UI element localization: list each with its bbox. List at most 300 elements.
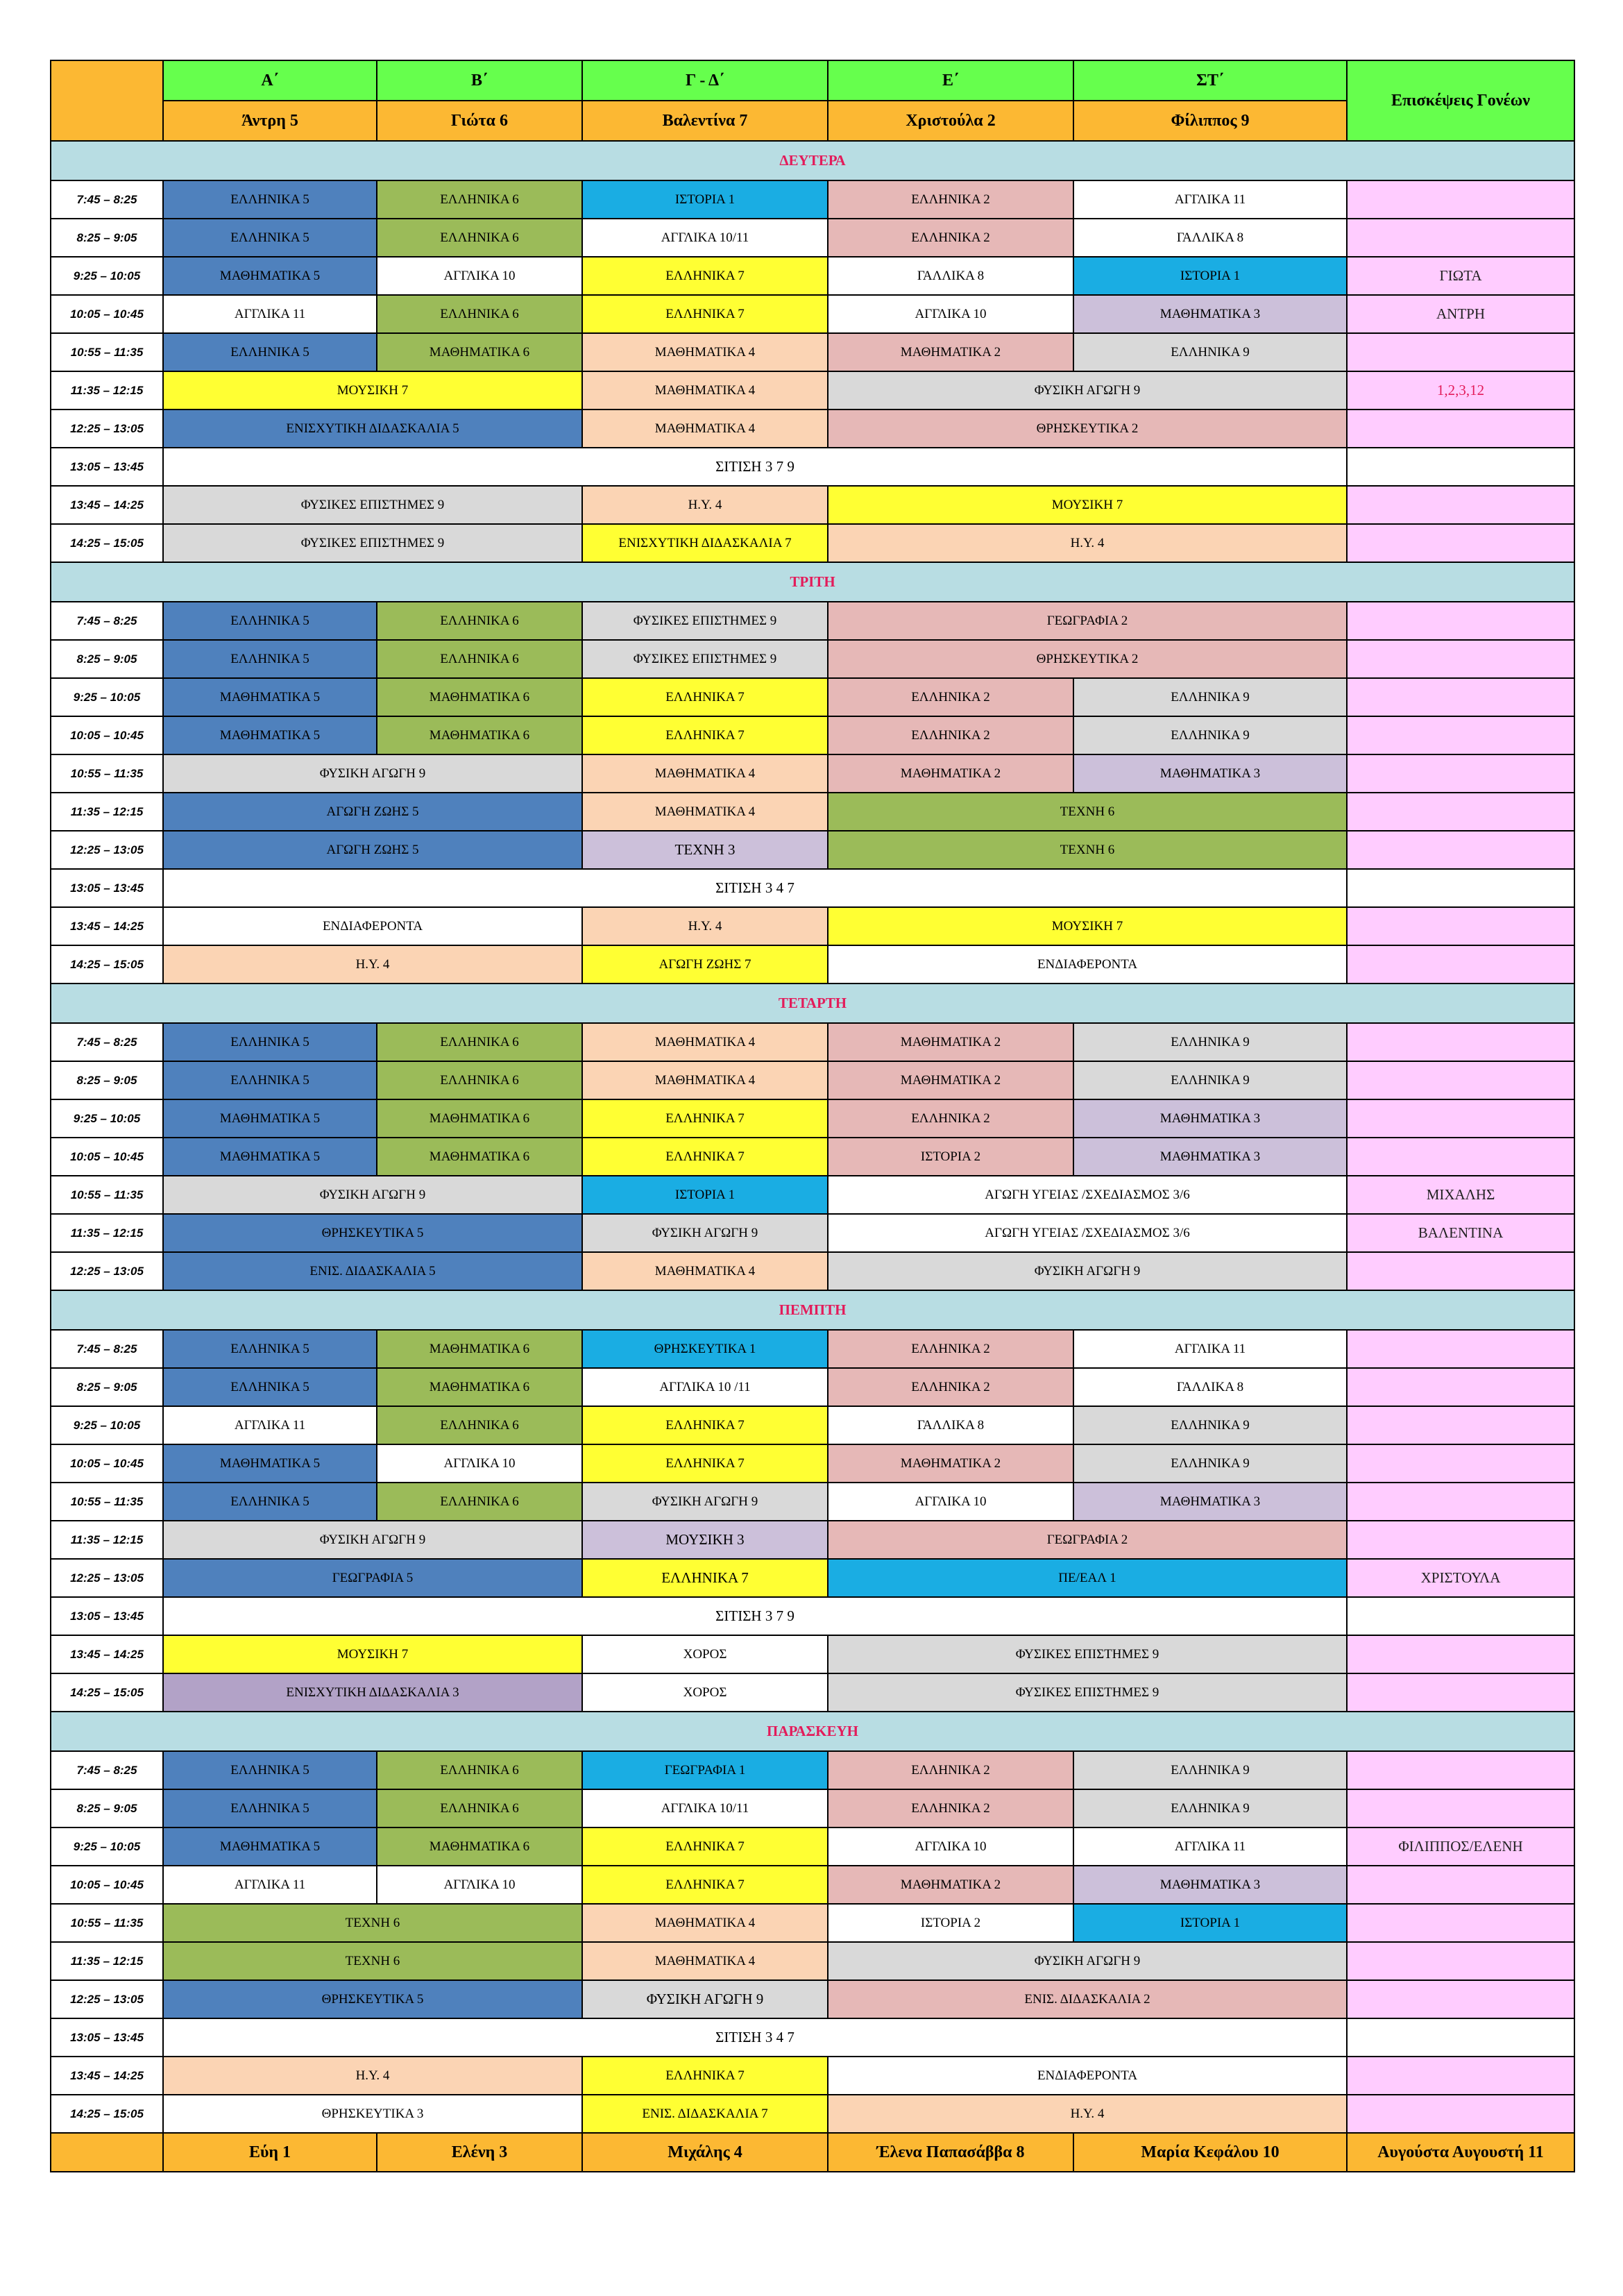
- lesson-cell: ΑΓΓΛΙΚΑ 11: [163, 1406, 377, 1444]
- time-cell: 7:45 – 8:25: [51, 1023, 163, 1061]
- lesson-row: [51, 945, 1574, 984]
- parent-visit-cell: [1347, 945, 1574, 984]
- lesson-cell: ΘΡΗΣΚΕΥΤΙΚΑ 3: [163, 2095, 582, 2133]
- time-cell: 8:25 – 9:05: [51, 1061, 163, 1099]
- lesson-row: [51, 295, 1574, 333]
- lesson-cell: ΜΟΥΣΙΚΗ 7: [163, 1635, 582, 1673]
- lesson-cell: ΕΛΛΗΝΙΚΑ 5: [163, 602, 377, 640]
- lesson-cell: ΤΕΧΝΗ 6: [828, 793, 1347, 831]
- class-header-row: [51, 60, 1574, 101]
- parent-visit-cell: [1347, 1673, 1574, 1712]
- parent-visit-cell: [1347, 1942, 1574, 1980]
- time-cell: 13:45 – 14:25: [51, 2057, 163, 2095]
- parent-visit-cell: [1347, 1406, 1574, 1444]
- time-cell: 10:05 – 10:45: [51, 716, 163, 754]
- lesson-cell: Η.Υ. 4: [163, 2057, 582, 2095]
- lesson-cell: ΙΣΤΟΡΙΑ 1: [582, 180, 828, 219]
- lesson-row: [51, 1635, 1574, 1673]
- time-cell: 7:45 – 8:25: [51, 1751, 163, 1789]
- lesson-cell: ΦΥΣΙΚΕΣ ΕΠΙΣΤΗΜΕΣ 9: [828, 1673, 1347, 1712]
- lesson-cell: ΕΛΛΗΝΙΚΑ 5: [163, 333, 377, 371]
- lesson-cell: ΕΛΛΗΝΙΚΑ 7: [582, 1099, 828, 1138]
- lesson-cell: ΑΓΓΛΙΚΑ 11: [1073, 1827, 1347, 1866]
- parent-visit-cell: [1347, 869, 1574, 907]
- time-cell: 10:55 – 11:35: [51, 1483, 163, 1521]
- lesson-cell: ΜΑΘΗΜΑΤΙΚΑ 6: [377, 333, 582, 371]
- lesson-row: [51, 1521, 1574, 1559]
- lesson-cell: ΜΟΥΣΙΚΗ 7: [163, 371, 582, 410]
- time-cell: 11:35 – 12:15: [51, 1521, 163, 1559]
- lesson-cell: ΙΣΤΟΡΙΑ 2: [828, 1904, 1073, 1942]
- parent-visit-cell: [1347, 410, 1574, 448]
- lesson-cell: ΑΓΓΛΙΚΑ 11: [1073, 1330, 1347, 1368]
- day-label: ΠΕΜΠΤΗ: [51, 1290, 1574, 1330]
- lesson-cell: Η.Υ. 4: [582, 486, 828, 524]
- time-cell: 13:45 – 14:25: [51, 486, 163, 524]
- lesson-cell: ΜΑΘΗΜΑΤΙΚΑ 3: [1073, 1866, 1347, 1904]
- timetable-body: [51, 60, 1574, 2172]
- lesson-cell: ΕΛΛΗΝΙΚΑ 7: [582, 295, 828, 333]
- lesson-cell: ΕΛΛΗΝΙΚΑ 6: [377, 602, 582, 640]
- lesson-cell: ΕΛΛΗΝΙΚΑ 9: [1073, 678, 1347, 716]
- lesson-cell: ΑΓΓΛΙΚΑ 11: [163, 1866, 377, 1904]
- lesson-row: [51, 448, 1574, 486]
- lesson-cell: ΕΛΛΗΝΙΚΑ 6: [377, 180, 582, 219]
- time-cell: 10:05 – 10:45: [51, 1866, 163, 1904]
- time-cell: 10:05 – 10:45: [51, 1138, 163, 1176]
- lesson-cell: ΜΑΘΗΜΑΤΙΚΑ 6: [377, 1099, 582, 1138]
- time-cell: 11:35 – 12:15: [51, 1214, 163, 1252]
- lesson-row: [51, 1827, 1574, 1866]
- parent-visit-cell: [1347, 907, 1574, 945]
- lesson-cell: ΕΛΛΗΝΙΚΑ 9: [1073, 1789, 1347, 1827]
- parent-visit-cell: [1347, 1980, 1574, 2018]
- parent-visit-cell: [1347, 2095, 1574, 2133]
- parent-visit-cell: 1,2,3,12: [1347, 371, 1574, 410]
- time-cell: 8:25 – 9:05: [51, 1789, 163, 1827]
- lesson-cell: ΕΛΛΗΝΙΚΑ 7: [582, 716, 828, 754]
- lesson-cell: ΘΡΗΣΚΕΥΤΙΚΑ 5: [163, 1214, 582, 1252]
- teacher-header: Χριστούλα 2: [828, 101, 1073, 141]
- day-row: [51, 141, 1574, 180]
- parent-visit-cell: ΜΙΧΑΛΗΣ: [1347, 1176, 1574, 1214]
- lesson-cell: ΓΑΛΛΙΚΑ 8: [828, 1406, 1073, 1444]
- lesson-cell: ΠΕ/ΕΑΛ 1: [828, 1559, 1347, 1597]
- lesson-cell: ΜΑΘΗΜΑΤΙΚΑ 5: [163, 1827, 377, 1866]
- parent-visit-cell: [1347, 640, 1574, 678]
- lesson-cell: ΕΛΛΗΝΙΚΑ 6: [377, 1751, 582, 1789]
- lesson-cell: ΓΑΛΛΙΚΑ 8: [1073, 1368, 1347, 1406]
- parent-visit-cell: [1347, 678, 1574, 716]
- lesson-cell: ΧΟΡΟΣ: [582, 1673, 828, 1712]
- time-cell: 11:35 – 12:15: [51, 371, 163, 410]
- lesson-cell: ΕΛΛΗΝΙΚΑ 2: [828, 678, 1073, 716]
- parent-visit-cell: [1347, 524, 1574, 562]
- lesson-cell: ΜΑΘΗΜΑΤΙΚΑ 4: [582, 410, 828, 448]
- lesson-cell: ΕΛΛΗΝΙΚΑ 5: [163, 640, 377, 678]
- lesson-cell: ΙΣΤΟΡΙΑ 2: [828, 1138, 1073, 1176]
- day-label: ΔΕΥΤΕΡΑ: [51, 141, 1574, 180]
- lesson-cell: ΜΑΘΗΜΑΤΙΚΑ 4: [582, 1942, 828, 1980]
- time-cell: 10:55 – 11:35: [51, 1176, 163, 1214]
- parent-visit-cell: [1347, 1521, 1574, 1559]
- lesson-row: [51, 1406, 1574, 1444]
- parent-visit-cell: ΧΡΙΣΤΟΥΛΑ: [1347, 1559, 1574, 1597]
- lesson-cell: ΜΑΘΗΜΑΤΙΚΑ 4: [582, 793, 828, 831]
- lesson-cell: ΑΓΓΛΙΚΑ 10: [377, 257, 582, 295]
- time-cell: 7:45 – 8:25: [51, 602, 163, 640]
- lesson-cell: ΜΑΘΗΜΑΤΙΚΑ 4: [582, 1252, 828, 1290]
- lesson-row: [51, 2095, 1574, 2133]
- lesson-cell: ΜΑΘΗΜΑΤΙΚΑ 5: [163, 1138, 377, 1176]
- lesson-row: [51, 333, 1574, 371]
- lesson-row: [51, 1904, 1574, 1942]
- parent-visit-cell: [1347, 1252, 1574, 1290]
- parent-visit-cell: [1347, 2057, 1574, 2095]
- lesson-cell: ΕΝΙΣ. ΔΙΔΑΣΚΑΛΙΑ 7: [582, 2095, 828, 2133]
- parent-visit-cell: [1347, 1368, 1574, 1406]
- lesson-cell: ΑΓΩΓΗ ΖΩΗΣ 5: [163, 793, 582, 831]
- parent-visit-cell: [1347, 793, 1574, 831]
- lesson-cell: ΦΥΣΙΚΗ ΑΓΩΓΗ 9: [582, 1483, 828, 1521]
- lesson-cell: ΜΑΘΗΜΑΤΙΚΑ 2: [828, 1061, 1073, 1099]
- lesson-row: [51, 1214, 1574, 1252]
- parent-visit-cell: [1347, 486, 1574, 524]
- lesson-cell: ΑΓΓΛΙΚΑ 11: [1073, 180, 1347, 219]
- lesson-row: [51, 1023, 1574, 1061]
- time-cell: 14:25 – 15:05: [51, 1673, 163, 1712]
- lesson-cell: Η.Υ. 4: [828, 524, 1347, 562]
- parent-visit-cell: [1347, 1023, 1574, 1061]
- lesson-row: [51, 793, 1574, 831]
- lesson-cell: ΕΛΛΗΝΙΚΑ 5: [163, 1330, 377, 1368]
- lesson-cell: ΕΛΛΗΝΙΚΑ 7: [582, 678, 828, 716]
- lesson-cell: ΑΓΩΓΗ ΥΓΕΙΑΣ /ΣΧΕΔΙΑΣΜΟΣ 3/6: [828, 1176, 1347, 1214]
- lesson-cell: ΦΥΣΙΚΕΣ ΕΠΙΣΤΗΜΕΣ 9: [582, 640, 828, 678]
- lesson-row: [51, 1061, 1574, 1099]
- lesson-row: [51, 1789, 1574, 1827]
- lesson-cell: ΓΕΩΓΡΑΦΙΑ 2: [828, 1521, 1347, 1559]
- lesson-cell: ΜΑΘΗΜΑΤΙΚΑ 6: [377, 1368, 582, 1406]
- time-cell: 8:25 – 9:05: [51, 1368, 163, 1406]
- parent-visit-cell: [1347, 1330, 1574, 1368]
- lesson-cell: ΕΝΙΣ. ΔΙΔΑΣΚΑΛΙΑ 2: [828, 1980, 1347, 2018]
- footer-teacher: Μιχάλης 4: [582, 2133, 828, 2172]
- parent-visit-cell: [1347, 1061, 1574, 1099]
- lesson-row: [51, 1980, 1574, 2018]
- lesson-cell: ΕΛΛΗΝΙΚΑ 9: [1073, 1061, 1347, 1099]
- lesson-cell: ΕΝΙΣ. ΔΙΔΑΣΚΑΛΙΑ 5: [163, 1252, 582, 1290]
- lesson-cell: ΦΥΣΙΚΗ ΑΓΩΓΗ 9: [828, 1252, 1347, 1290]
- footer-teacher: Μαρία Κεφάλου 10: [1073, 2133, 1347, 2172]
- class-header: Ε΄: [828, 60, 1073, 101]
- teacher-header: Φίλιππος 9: [1073, 101, 1347, 141]
- class-header: Α΄: [163, 60, 377, 101]
- lesson-row: [51, 1597, 1574, 1635]
- lesson-cell: ΦΥΣΙΚΗ ΑΓΩΓΗ 9: [828, 371, 1347, 410]
- lesson-cell: ΕΝΙΣΧΥΤΙΚΗ ΔΙΔΑΣΚΑΛΙΑ 7: [582, 524, 828, 562]
- time-cell: 12:25 – 13:05: [51, 1252, 163, 1290]
- class-header: ΣΤ΄: [1073, 60, 1347, 101]
- lesson-cell: ΙΣΤΟΡΙΑ 1: [1073, 257, 1347, 295]
- lesson-cell: ΣΙΤΙΣΗ 3 4 7: [163, 2018, 1347, 2057]
- teacher-header: Άντρη 5: [163, 101, 377, 141]
- parent-visit-cell: ΒΑΛΕΝΤΙΝΑ: [1347, 1214, 1574, 1252]
- lesson-cell: ΜΑΘΗΜΑΤΙΚΑ 3: [1073, 1099, 1347, 1138]
- time-cell: 9:25 – 10:05: [51, 1827, 163, 1866]
- lesson-cell: ΜΑΘΗΜΑΤΙΚΑ 6: [377, 1827, 582, 1866]
- lesson-row: [51, 1330, 1574, 1368]
- lesson-cell: ΜΑΘΗΜΑΤΙΚΑ 4: [582, 1904, 828, 1942]
- lesson-cell: ΣΙΤΙΣΗ 3 7 9: [163, 1597, 1347, 1635]
- lesson-cell: ΦΥΣΙΚΗ ΑΓΩΓΗ 9: [163, 754, 582, 793]
- lesson-row: [51, 1444, 1574, 1483]
- time-cell: 12:25 – 13:05: [51, 1980, 163, 2018]
- lesson-cell: ΕΝΔΙΑΦΕΡΟΝΤΑ: [163, 907, 582, 945]
- lesson-cell: ΕΛΛΗΝΙΚΑ 5: [163, 1483, 377, 1521]
- parent-visit-cell: [1347, 1099, 1574, 1138]
- lesson-cell: ΕΝΙΣΧΥΤΙΚΗ ΔΙΔΑΣΚΑΛΙΑ 3: [163, 1673, 582, 1712]
- parent-visit-cell: [1347, 1904, 1574, 1942]
- parent-visit-cell: [1347, 448, 1574, 486]
- lesson-row: [51, 907, 1574, 945]
- lesson-cell: ΕΛΛΗΝΙΚΑ 5: [163, 1061, 377, 1099]
- lesson-cell: ΑΓΓΛΙΚΑ 10: [828, 1827, 1073, 1866]
- parent-visit-cell: [1347, 1138, 1574, 1176]
- parent-visit-cell: [1347, 1751, 1574, 1789]
- parent-visit-cell: [1347, 180, 1574, 219]
- parent-visit-cell: [1347, 2018, 1574, 2057]
- class-header: Γ - Δ΄: [582, 60, 828, 101]
- lesson-cell: ΜΑΘΗΜΑΤΙΚΑ 5: [163, 678, 377, 716]
- lesson-cell: ΕΛΛΗΝΙΚΑ 6: [377, 1406, 582, 1444]
- time-cell: 7:45 – 8:25: [51, 1330, 163, 1368]
- lesson-row: [51, 1138, 1574, 1176]
- time-cell: 8:25 – 9:05: [51, 640, 163, 678]
- lesson-cell: ΦΥΣΙΚΗ ΑΓΩΓΗ 9: [163, 1521, 582, 1559]
- teacher-header: Γιώτα 6: [377, 101, 582, 141]
- lesson-cell: ΜΑΘΗΜΑΤΙΚΑ 4: [582, 1023, 828, 1061]
- time-cell: 9:25 – 10:05: [51, 1099, 163, 1138]
- lesson-cell: ΕΛΛΗΝΙΚΑ 7: [582, 1444, 828, 1483]
- parent-visit-cell: [1347, 333, 1574, 371]
- parent-visit-cell: [1347, 1789, 1574, 1827]
- lesson-cell: ΕΛΛΗΝΙΚΑ 6: [377, 640, 582, 678]
- lesson-cell: ΜΑΘΗΜΑΤΙΚΑ 4: [582, 333, 828, 371]
- parent-visit-cell: [1347, 831, 1574, 869]
- time-cell: 13:05 – 13:45: [51, 1597, 163, 1635]
- time-cell: 14:25 – 15:05: [51, 2095, 163, 2133]
- lesson-cell: ΜΑΘΗΜΑΤΙΚΑ 4: [582, 371, 828, 410]
- day-row: [51, 1290, 1574, 1330]
- lesson-cell: ΜΑΘΗΜΑΤΙΚΑ 5: [163, 716, 377, 754]
- lesson-cell: ΤΕΧΝΗ 6: [163, 1904, 582, 1942]
- footer-teacher: Εύη 1: [163, 2133, 377, 2172]
- lesson-cell: ΤΕΧΝΗ 6: [163, 1942, 582, 1980]
- footer-teacher: Ελένη 3: [377, 2133, 582, 2172]
- lesson-cell: ΕΛΛΗΝΙΚΑ 2: [828, 1751, 1073, 1789]
- time-cell: 11:35 – 12:15: [51, 1942, 163, 1980]
- lesson-cell: ΜΑΘΗΜΑΤΙΚΑ 2: [828, 1444, 1073, 1483]
- lesson-cell: ΕΛΛΗΝΙΚΑ 9: [1073, 1751, 1347, 1789]
- lesson-row: [51, 524, 1574, 562]
- lesson-cell: ΙΣΤΟΡΙΑ 1: [1073, 1904, 1347, 1942]
- lesson-row: [51, 1252, 1574, 1290]
- lesson-cell: ΕΛΛΗΝΙΚΑ 5: [163, 1023, 377, 1061]
- lesson-cell: ΕΛΛΗΝΙΚΑ 2: [828, 716, 1073, 754]
- lesson-cell: Η.Υ. 4: [828, 2095, 1347, 2133]
- corner-cell: [51, 60, 163, 141]
- lesson-row: [51, 1176, 1574, 1214]
- lesson-cell: ΜΑΘΗΜΑΤΙΚΑ 4: [582, 754, 828, 793]
- lesson-cell: ΜΑΘΗΜΑΤΙΚΑ 5: [163, 257, 377, 295]
- lesson-cell: ΕΛΛΗΝΙΚΑ 6: [377, 295, 582, 333]
- lesson-cell: ΑΓΩΓΗ ΖΩΗΣ 5: [163, 831, 582, 869]
- footer-corner-cell: [51, 2133, 163, 2172]
- time-cell: 13:05 – 13:45: [51, 869, 163, 907]
- lesson-cell: ΕΛΛΗΝΙΚΑ 6: [377, 1061, 582, 1099]
- parent-visit-cell: [1347, 1635, 1574, 1673]
- day-row: [51, 562, 1574, 602]
- footer-teacher: Αυγούστα Αυγουστή 11: [1347, 2133, 1574, 2172]
- time-cell: 12:25 – 13:05: [51, 410, 163, 448]
- lesson-cell: ΑΓΓΛΙΚΑ 10/11: [582, 219, 828, 257]
- lesson-cell: ΜΑΘΗΜΑΤΙΚΑ 2: [828, 754, 1073, 793]
- lesson-row: [51, 257, 1574, 295]
- day-row: [51, 984, 1574, 1023]
- lesson-cell: ΑΓΓΛΙΚΑ 10: [377, 1866, 582, 1904]
- lesson-row: [51, 1673, 1574, 1712]
- lesson-cell: ΜΑΘΗΜΑΤΙΚΑ 5: [163, 1444, 377, 1483]
- lesson-cell: ΜΑΘΗΜΑΤΙΚΑ 2: [828, 1866, 1073, 1904]
- lesson-cell: ΓΕΩΓΡΑΦΙΑ 2: [828, 602, 1347, 640]
- teacher-header: Βαλεντίνα 7: [582, 101, 828, 141]
- parent-visit-cell: [1347, 1483, 1574, 1521]
- lesson-cell: ΦΥΣΙΚΕΣ ΕΠΙΣΤΗΜΕΣ 9: [828, 1635, 1347, 1673]
- lesson-cell: ΑΓΓΛΙΚΑ 10/11: [582, 1789, 828, 1827]
- lesson-cell: ΣΙΤΙΣΗ 3 7 9: [163, 448, 1347, 486]
- parent-visit-cell: ΑΝΤΡΗ: [1347, 295, 1574, 333]
- time-cell: 10:05 – 10:45: [51, 1444, 163, 1483]
- day-row: [51, 1712, 1574, 1751]
- lesson-cell: ΕΛΛΗΝΙΚΑ 9: [1073, 333, 1347, 371]
- time-cell: 8:25 – 9:05: [51, 219, 163, 257]
- lesson-row: [51, 180, 1574, 219]
- parent-visit-cell: ΦΙΛΙΠΠΟΣ/ΕΛΕΝΗ: [1347, 1827, 1574, 1866]
- day-label: ΤΡΙΤΗ: [51, 562, 1574, 602]
- lesson-cell: ΜΑΘΗΜΑΤΙΚΑ 6: [377, 678, 582, 716]
- lesson-cell: ΕΛΛΗΝΙΚΑ 5: [163, 219, 377, 257]
- lesson-cell: ΜΟΥΣΙΚΗ 3: [582, 1521, 828, 1559]
- time-cell: 14:25 – 15:05: [51, 945, 163, 984]
- time-cell: 12:25 – 13:05: [51, 831, 163, 869]
- lesson-row: [51, 1866, 1574, 1904]
- lesson-cell: ΧΟΡΟΣ: [582, 1635, 828, 1673]
- lesson-cell: ΘΡΗΣΚΕΥΤΙΚΑ 2: [828, 410, 1347, 448]
- lesson-cell: ΜΑΘΗΜΑΤΙΚΑ 4: [582, 1061, 828, 1099]
- lesson-cell: ΕΛΛΗΝΙΚΑ 2: [828, 219, 1073, 257]
- time-cell: 9:25 – 10:05: [51, 1406, 163, 1444]
- lesson-cell: ΜΑΘΗΜΑΤΙΚΑ 6: [377, 716, 582, 754]
- time-cell: 9:25 – 10:05: [51, 257, 163, 295]
- lesson-row: [51, 1751, 1574, 1789]
- lesson-cell: ΕΛΛΗΝΙΚΑ 7: [582, 2057, 828, 2095]
- lesson-cell: ΕΛΛΗΝΙΚΑ 7: [582, 257, 828, 295]
- lesson-cell: ΑΓΓΛΙΚΑ 10 /11: [582, 1368, 828, 1406]
- lesson-cell: ΕΛΛΗΝΙΚΑ 5: [163, 1751, 377, 1789]
- lesson-row: [51, 869, 1574, 907]
- lesson-cell: ΓΕΩΓΡΑΦΙΑ 1: [582, 1751, 828, 1789]
- lesson-row: [51, 678, 1574, 716]
- lesson-cell: ΜΟΥΣΙΚΗ 7: [828, 486, 1347, 524]
- lesson-row: [51, 486, 1574, 524]
- time-cell: 10:55 – 11:35: [51, 754, 163, 793]
- lesson-cell: ΑΓΓΛΙΚΑ 10: [377, 1444, 582, 1483]
- lesson-row: [51, 1368, 1574, 1406]
- lesson-cell: ΜΑΘΗΜΑΤΙΚΑ 2: [828, 333, 1073, 371]
- footer-teacher: Έλενα Παπασάββα 8: [828, 2133, 1073, 2172]
- lesson-cell: ΕΛΛΗΝΙΚΑ 5: [163, 1789, 377, 1827]
- time-cell: 9:25 – 10:05: [51, 678, 163, 716]
- lesson-cell: ΜΑΘΗΜΑΤΙΚΑ 2: [828, 1023, 1073, 1061]
- lesson-cell: ΦΥΣΙΚΗ ΑΓΩΓΗ 9: [163, 1176, 582, 1214]
- lesson-cell: ΕΛΛΗΝΙΚΑ 5: [163, 1368, 377, 1406]
- lesson-cell: ΜΑΘΗΜΑΤΙΚΑ 3: [1073, 1483, 1347, 1521]
- lesson-cell: ΘΡΗΣΚΕΥΤΙΚΑ 1: [582, 1330, 828, 1368]
- day-label: ΤΕΤΑΡΤΗ: [51, 984, 1574, 1023]
- time-cell: 12:25 – 13:05: [51, 1559, 163, 1597]
- time-cell: 10:55 – 11:35: [51, 333, 163, 371]
- lesson-cell: ΦΥΣΙΚΗ ΑΓΩΓΗ 9: [582, 1214, 828, 1252]
- lesson-row: [51, 1559, 1574, 1597]
- lesson-cell: ΕΛΛΗΝΙΚΑ 2: [828, 1368, 1073, 1406]
- lesson-cell: ΕΛΛΗΝΙΚΑ 6: [377, 219, 582, 257]
- lesson-cell: ΕΝΔΙΑΦΕΡΟΝΤΑ: [828, 945, 1347, 984]
- lesson-cell: ΜΑΘΗΜΑΤΙΚΑ 6: [377, 1330, 582, 1368]
- lesson-cell: ΕΛΛΗΝΙΚΑ 2: [828, 180, 1073, 219]
- lesson-cell: ΕΛΛΗΝΙΚΑ 7: [582, 1827, 828, 1866]
- lesson-cell: ΕΛΛΗΝΙΚΑ 9: [1073, 1023, 1347, 1061]
- lesson-row: [51, 602, 1574, 640]
- lesson-cell: ΜΑΘΗΜΑΤΙΚΑ 5: [163, 1099, 377, 1138]
- time-cell: 13:05 – 13:45: [51, 2018, 163, 2057]
- lesson-cell: ΜΑΘΗΜΑΤΙΚΑ 3: [1073, 754, 1347, 793]
- lesson-cell: ΑΓΓΛΙΚΑ 10: [828, 1483, 1073, 1521]
- lesson-cell: ΜΑΘΗΜΑΤΙΚΑ 6: [377, 1138, 582, 1176]
- teacher-header-row: [51, 101, 1574, 141]
- lesson-cell: ΕΛΛΗΝΙΚΑ 7: [582, 1866, 828, 1904]
- lesson-cell: ΜΑΘΗΜΑΤΙΚΑ 3: [1073, 1138, 1347, 1176]
- lesson-cell: ΕΛΛΗΝΙΚΑ 5: [163, 180, 377, 219]
- lesson-cell: ΙΣΤΟΡΙΑ 1: [582, 1176, 828, 1214]
- lesson-cell: ΕΛΛΗΝΙΚΑ 6: [377, 1483, 582, 1521]
- time-cell: 13:45 – 14:25: [51, 1635, 163, 1673]
- lesson-cell: ΕΛΛΗΝΙΚΑ 2: [828, 1099, 1073, 1138]
- lesson-cell: ΘΡΗΣΚΕΥΤΙΚΑ 5: [163, 1980, 582, 2018]
- class-header: Β΄: [377, 60, 582, 101]
- lesson-cell: ΕΛΛΗΝΙΚΑ 2: [828, 1789, 1073, 1827]
- lesson-cell: Η.Υ. 4: [582, 907, 828, 945]
- lesson-row: [51, 831, 1574, 869]
- lesson-cell: Η.Υ. 4: [163, 945, 582, 984]
- lesson-row: [51, 1942, 1574, 1980]
- lesson-cell: ΜΑΘΗΜΑΤΙΚΑ 3: [1073, 295, 1347, 333]
- lesson-cell: ΕΝΙΣΧΥΤΙΚΗ ΔΙΔΑΣΚΑΛΙΑ 5: [163, 410, 582, 448]
- lesson-cell: ΕΛΛΗΝΙΚΑ 7: [582, 1138, 828, 1176]
- time-cell: 7:45 – 8:25: [51, 180, 163, 219]
- time-cell: 13:45 – 14:25: [51, 907, 163, 945]
- lesson-cell: ΑΓΓΛΙΚΑ 10: [828, 295, 1073, 333]
